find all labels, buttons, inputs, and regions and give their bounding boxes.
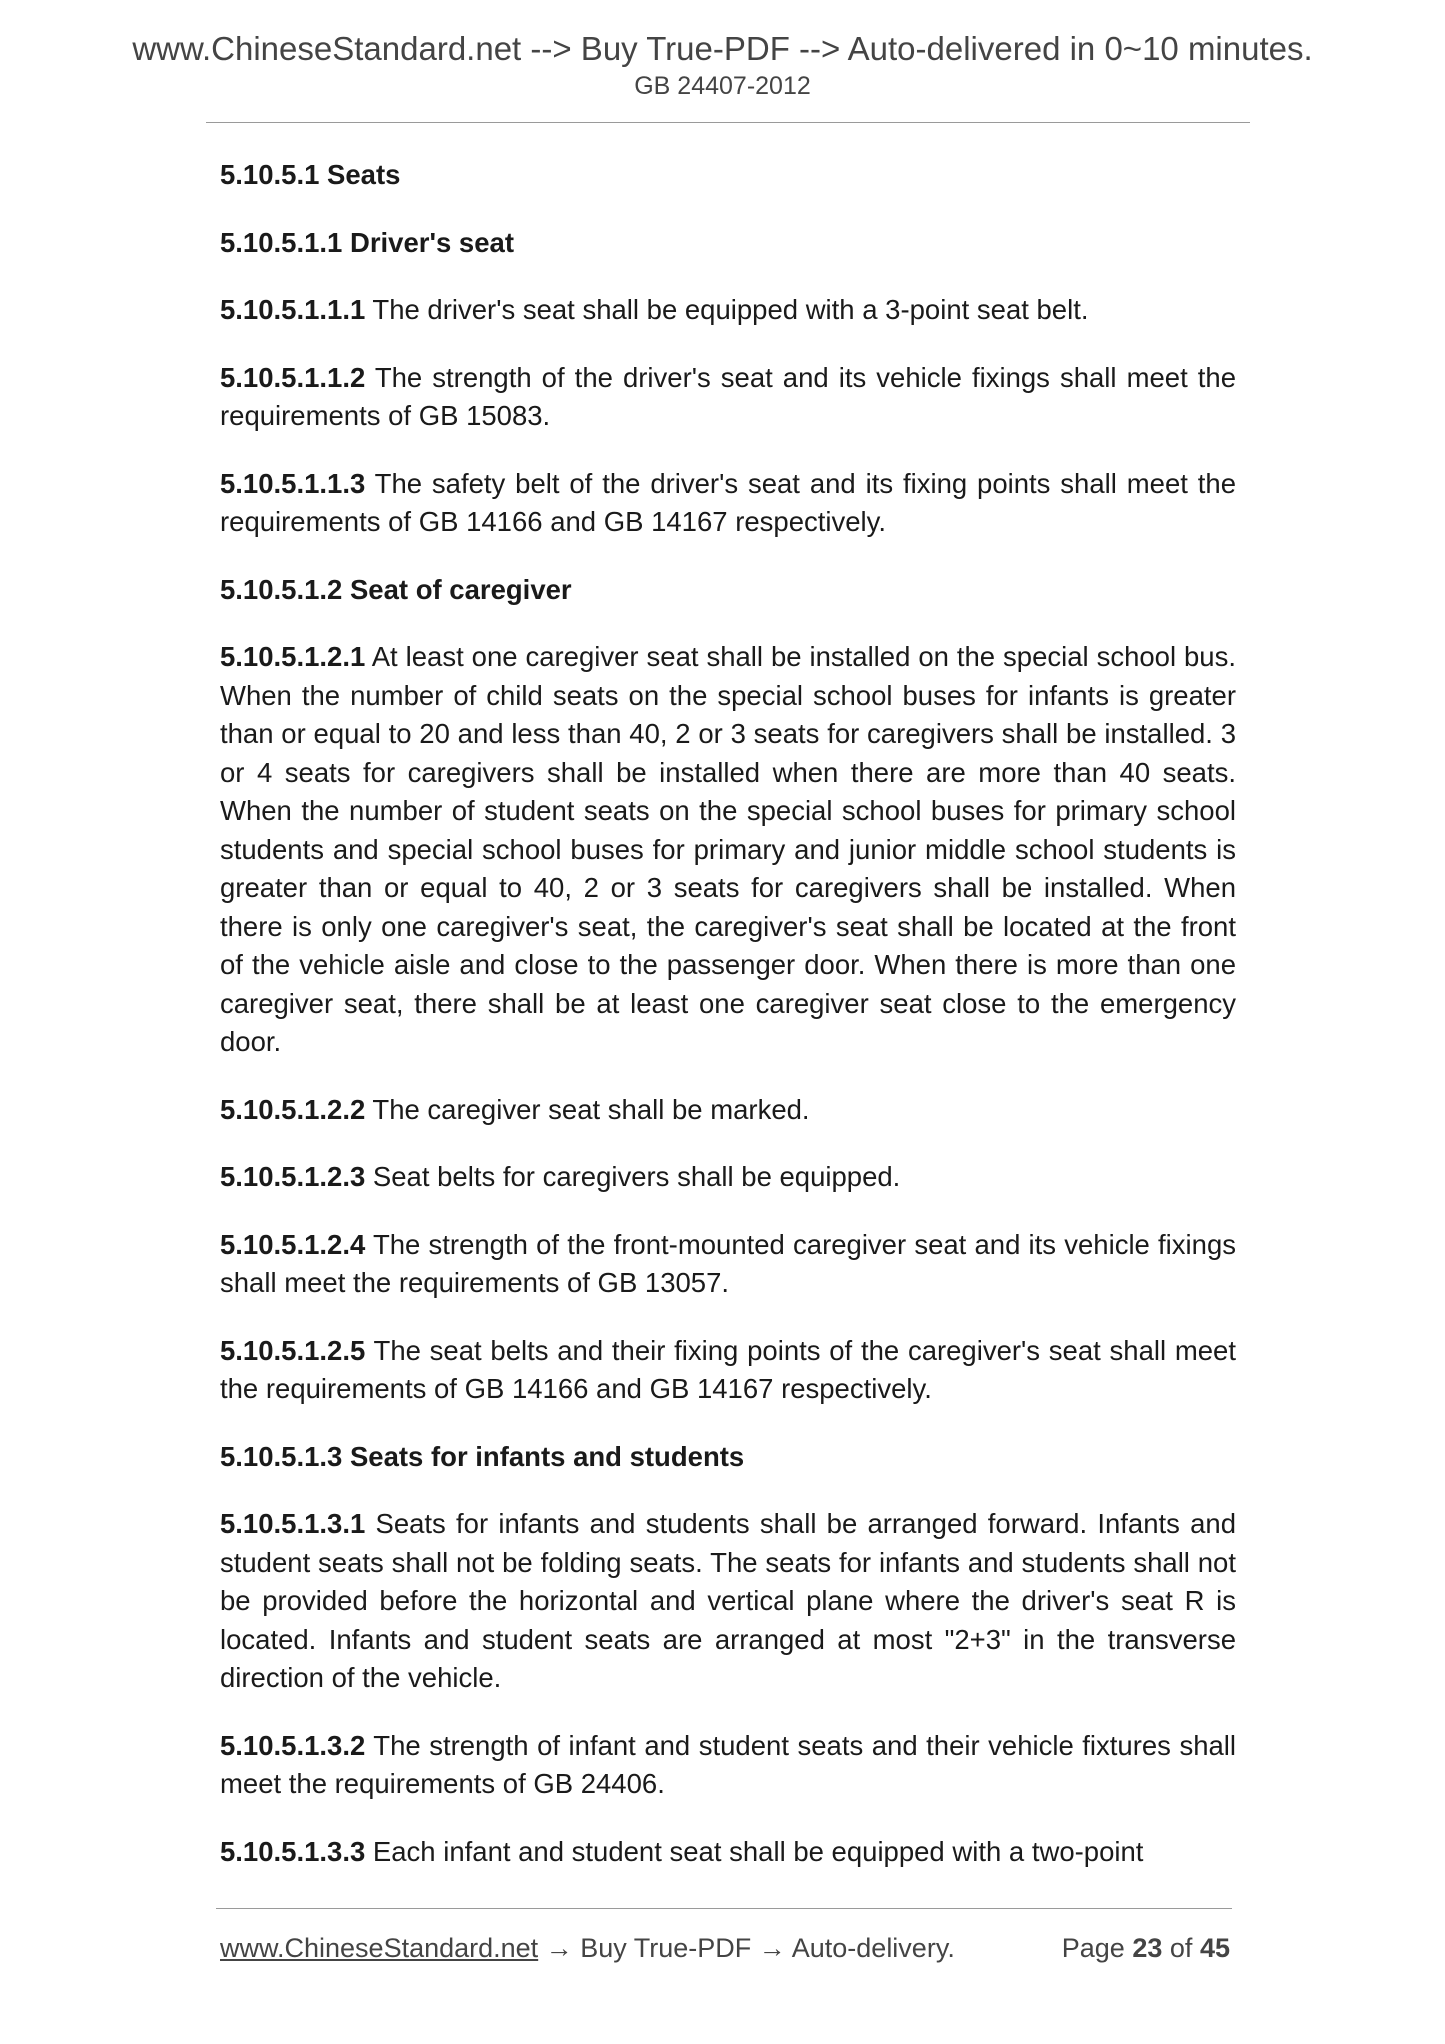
header-banner: www.ChineseStandard.net --> Buy True-PDF --> Auto-delivered in 0~10 minutes. bbox=[132, 30, 1313, 67]
clause-number: 5.10.5.1.3.1 bbox=[220, 1508, 366, 1539]
clause-text: The strength of the driver's seat and its vehicle fixings shall meet the requirements of GB 15083. bbox=[220, 361, 1236, 431]
clause-text: At least one caregiver seat shall be installed on the special school bus. When the number of child seats on the special school buses for infants is greater than or equal to 20 and less than 40, 2 or 3 seats for caregivers shall be installed. 3 or 4 seats for caregivers shall be installed when there are more than 40 seats. When the number of student seats on the special school buses for primary school students and special school buses for primary and junior middle school students is greater than or equal to 40, 2 or 3 seats for caregivers shall be installed. When there is only one caregiver's seat, the caregiver's seat shall be located at the front of the vehicle aisle and close to the passenger door. When there is more than one caregiver seat, there shall be at least one caregiver seat close to the emergency door. bbox=[220, 641, 1236, 1057]
clause-text: The strength of the front-mounted caregiver seat and its vehicle fixings shall meet the requirements of GB 13057. bbox=[220, 1228, 1236, 1298]
clause-paragraph bbox=[220, 1727, 1236, 1804]
header-divider bbox=[206, 122, 1250, 123]
clause-text: The seat belts and their fixing points of the caregiver's seat shall meet the requirements of GB 14166 and GB 14167 respectively. bbox=[220, 1334, 1236, 1404]
clause-number: 5.10.5.1.2.1 bbox=[220, 641, 366, 672]
clause-text: The driver's seat shall be equipped with a 3-point seat belt. bbox=[365, 294, 1089, 325]
clause-number: 5.10.5.1.1.3 bbox=[220, 467, 366, 499]
section-heading: 5.10.5.1 Seats bbox=[220, 159, 401, 190]
footer-divider bbox=[216, 1908, 1232, 1909]
clause-paragraph bbox=[220, 359, 1236, 436]
clause-number: 5.10.5.1.3.2 bbox=[220, 1729, 366, 1761]
clause-number: 5.10.5.1.2.4 bbox=[220, 1228, 366, 1260]
page-indicator bbox=[1062, 1928, 1230, 1968]
subsection-heading: 5.10.5.1.1 Driver's seat bbox=[220, 226, 514, 258]
clause-number: 5.10.5.1.3.3 bbox=[220, 1835, 366, 1867]
page-current: 23 bbox=[1132, 1933, 1163, 1963]
clause-text: Each infant and student seat shall be equipped with a two-point bbox=[365, 1835, 1144, 1867]
clause-number: 5.10.5.1.1.1 bbox=[220, 294, 366, 325]
clause-number: 5.10.5.1.2.2 bbox=[220, 1093, 366, 1125]
clause-paragraph bbox=[220, 1158, 1236, 1197]
clause-paragraph bbox=[220, 638, 1236, 1062]
clause-paragraph bbox=[220, 291, 1236, 330]
subsection-heading: 5.10.5.1.2 Seat of caregiver bbox=[220, 573, 572, 605]
clause-paragraph bbox=[220, 1833, 1236, 1872]
footer-tagline: → Buy True-PDF → Auto-delivery. bbox=[538, 1933, 955, 1963]
clause-paragraph bbox=[220, 1226, 1236, 1303]
page-footer bbox=[220, 1928, 1236, 1968]
clause-text: The safety belt of the driver's seat and its fixing points shall meet the requirements of GB 14166 and GB 14167 respectively. bbox=[220, 467, 1236, 537]
document-body bbox=[220, 156, 1236, 1900]
page-label: Page bbox=[1061, 1933, 1125, 1963]
clause-number: 5.10.5.1.2.5 bbox=[220, 1334, 366, 1366]
clause-paragraph bbox=[220, 1332, 1236, 1409]
clause-paragraph bbox=[220, 1505, 1236, 1698]
clause-text: The caregiver seat shall be marked. bbox=[365, 1093, 810, 1125]
subsection-heading: 5.10.5.1.3 Seats for infants and students bbox=[220, 1440, 745, 1472]
clause-paragraph bbox=[220, 465, 1236, 542]
clause-text: The strength of infant and student seats and their vehicle fixtures shall meet the requirements of GB 24406. bbox=[220, 1729, 1236, 1799]
clause-number: 5.10.5.1.1.2 bbox=[220, 361, 366, 393]
footer-site-link[interactable]: www.ChineseStandard.net bbox=[220, 1933, 539, 1963]
clause-paragraph bbox=[220, 1091, 1236, 1130]
page-of: of bbox=[1169, 1933, 1193, 1963]
clause-text: Seats for infants and students shall be arranged forward. Infants and student seats shall not be folding seats. The seats for infants and students shall not be provided before the horizontal and vertical plane where the driver's seat R is located. Infants and student seats are arranged at most "2+3" in the transverse direction of the vehicle. bbox=[220, 1508, 1236, 1693]
clause-text: Seat belts for caregivers shall be equipped. bbox=[365, 1161, 901, 1192]
document-code: GB 24407-2012 bbox=[634, 72, 811, 100]
page-total: 45 bbox=[1199, 1933, 1230, 1963]
clause-number: 5.10.5.1.2.3 bbox=[220, 1161, 366, 1192]
